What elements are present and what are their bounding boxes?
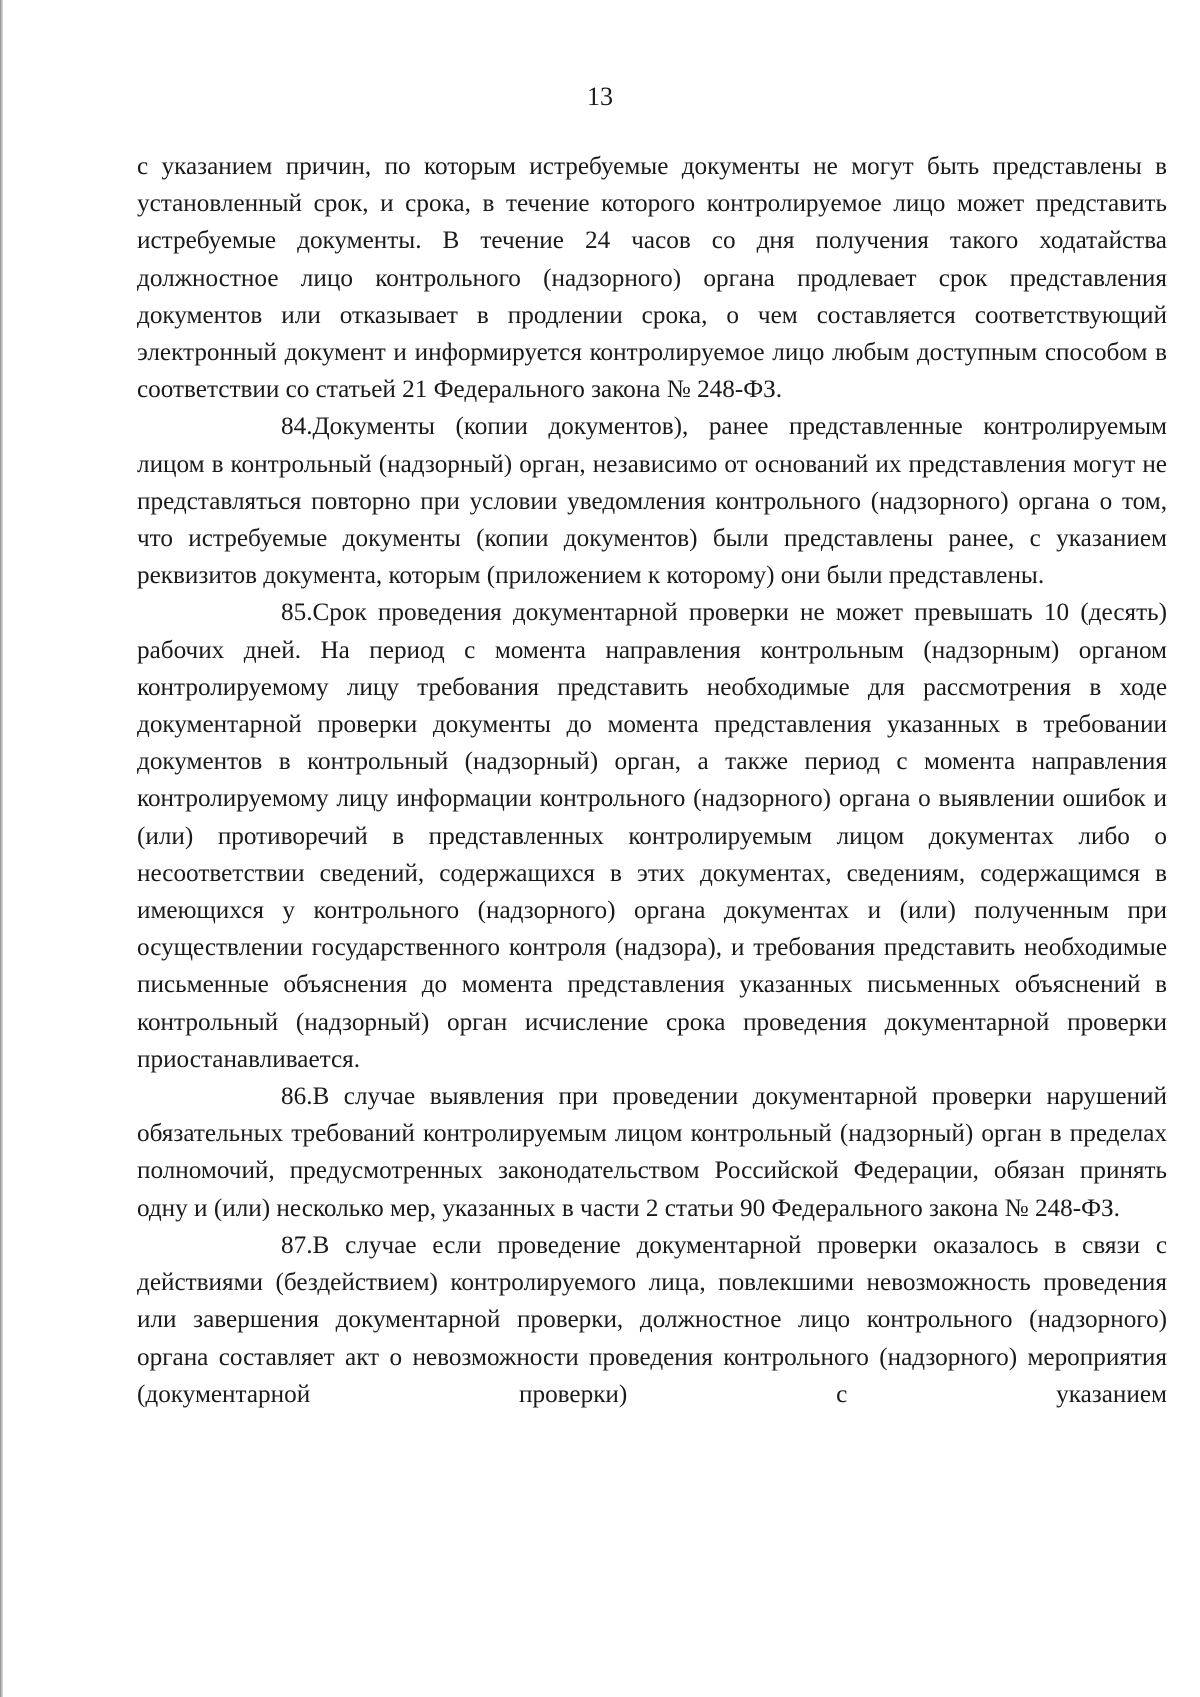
paragraph-text: В случае выявления при проведении документарной проверки нарушений обязательных требований контролируемым лицом контрольный (надзорный) орган в пределах полномочий, предусмотренных законодательством Российской Федерации, обязан принять одну и (или) несколько мер, указанных в части 2 статьи 90 Федерального закона № 248-ФЗ. (137, 1083, 1167, 1222)
paragraph-87 (137, 1227, 1167, 1413)
paragraph-text: Срок проведения документарной проверки не может превышать 10 (десять) рабочих дней. На период с момента направления контрольным (надзорным) органом контролируемому лицу требования представить необходимые для рассмотрения в ходе документарной проверки документы до момента представления указанных в требовании документов в контрольный (надзорный) орган, а также период с момента направления контролируемому лицу информации контрольного (надзорного) органа о выявлении ошибок и (или) противоречий в представленных контролируемым лицом документах либо о несоответствии сведений, содержащихся в этих документах, сведениям, содержащимся в имеющихся у контрольного (надзорного) органа документах и (или) полученным при осуществлении государственного контроля (надзора), и требования представить необходимые письменные объяснения до момента представления указанных письменных объяснений в контрольный (надзорный) орган исчисление срока проведения документарной проверки приостанавливается. (137, 599, 1167, 1073)
document-body (137, 148, 1167, 1413)
paragraph-86 (137, 1078, 1167, 1227)
paragraph-number: 87. (281, 1231, 313, 1259)
paragraph-number: 84. (281, 413, 313, 441)
paragraph-number: 85. (281, 599, 313, 627)
paragraph-84 (137, 408, 1167, 594)
paragraph-text: В случае если проведение документарной проверки оказалось в связи с действиями (бездействием) контролируемого лица, повлекшими невозможность проведения или завершения документарной проверки, должностное лицо контрольного (надзорного) органа составляет акт о невозможности проведения контрольного (надзорного) мероприятия (документарной проверки) с указанием (137, 1231, 1167, 1408)
scan-edge (0, 0, 3, 1697)
paragraph-continued (137, 148, 1167, 408)
paragraph-85 (137, 594, 1167, 1078)
paragraph-text: Документы (копии документов), ранее представленные контролируемым лицом в контрольный (надзорный) орган, независимо от оснований их представления могут не представляться повторно при условии уведомления контрольного (надзорного) органа о том, что истребуемые документы (копии документов) были представлены ранее, с указанием реквизитов документа, которым (приложением к которому) они были представлены. (137, 413, 1167, 590)
paragraph-number: 86. (281, 1083, 313, 1111)
page-number: 13 (587, 82, 613, 111)
paragraph-text: с указанием причин, по которым истребуемые документы не могут быть представлены в установленный срок, и срока, в течение которого контролируемое лицо может представить истребуемые документы. В течение 24 часов со дня получения такого ходатайства должностное лицо контрольного (надзорного) органа продлевает срок представления документов или отказывает в продлении срока, о чем составляется соответствующий электронный документ и информируется контролируемое лицо любым доступным способом в соответствии со статьей 21 Федерального закона № 248-ФЗ. (137, 153, 1167, 404)
